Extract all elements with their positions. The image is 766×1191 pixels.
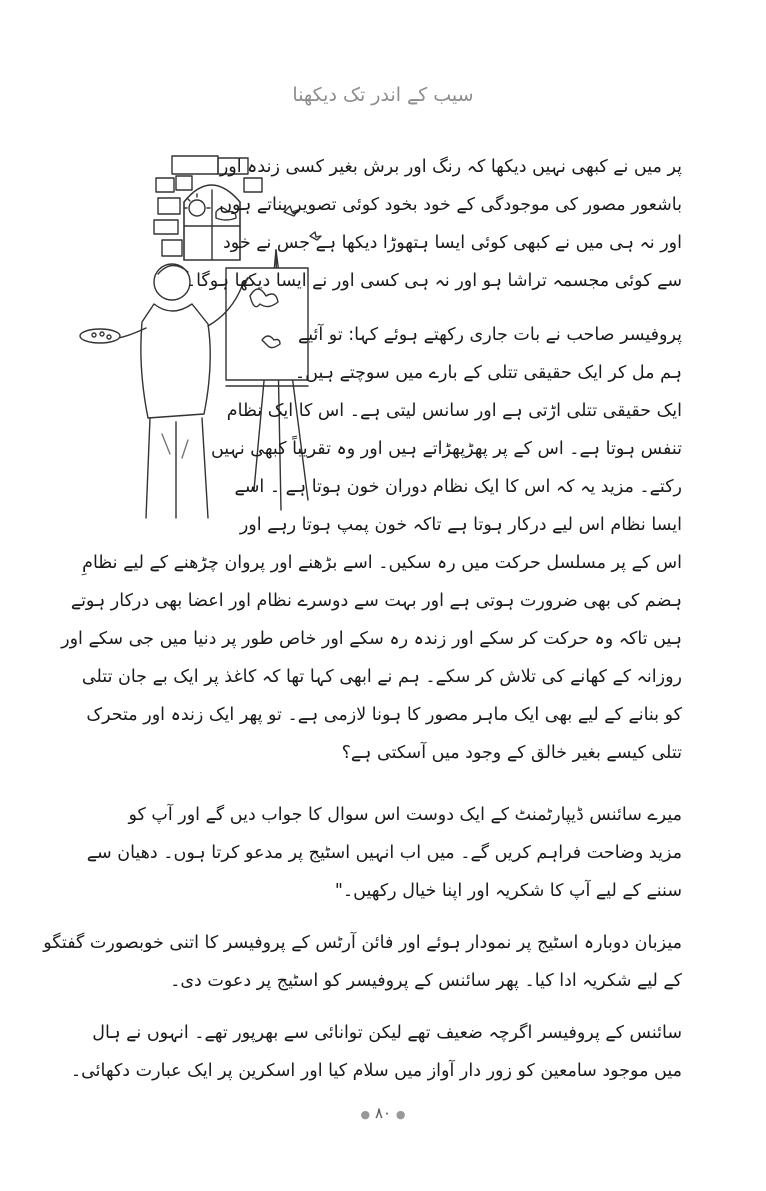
text-line: کو بنانے کے لیے بھی ایک ماہر مصور کا ہونا لازمی ہے۔ تو پھر ایک زندہ اور متحرک <box>86 705 682 725</box>
text-line: کے لیے شکریہ ادا کیا۔ پھر سائنس کے پروفیسر کو اسٹیج پر دعوت دی۔ <box>170 971 682 991</box>
text-line: تتلی کیسے بغیر خالق کے وجود میں آسکتی ہے؟ <box>341 743 682 763</box>
paragraph-1 <box>185 148 682 300</box>
text-line: مزید وضاحت فراہم کریں گے۔ میں اب انہیں اسٹیج پر مدعو کرتا ہوں۔ دھیان سے <box>86 843 682 863</box>
page-number <box>0 1104 766 1122</box>
bullet-icon: ● <box>360 1108 371 1121</box>
text-line: ایسا نظام اس لیے درکار ہوتا ہے تاکہ خون پمپ ہوتا رہے اور <box>239 515 682 535</box>
text-line: میں موجود سامعین کو زور دار آواز میں سلام کیا اور اسکرین پر ایک عبارت دکھائی۔ <box>70 1061 682 1081</box>
text-line: ہیں تاکہ وہ حرکت کر سکے اور زندہ رہ سکے اور خاص طور پر دنیا میں جی سکے اور <box>61 629 682 649</box>
paragraph-2-wrapped <box>210 316 682 544</box>
paragraph-2-full <box>61 544 682 772</box>
text-line: باشعور مصور کی موجودگی کے خود بخود کوئی تصویر بناتے ہوں <box>219 195 682 215</box>
text-line: اس کے پر مسلسل حرکت میں رہ سکیں۔ اسے بڑھنے اور پروان چڑھنے کے لیے نظامِ <box>82 553 682 573</box>
page-header-title: سیب کے اندر تک دیکھنا <box>292 84 474 106</box>
text-line: میرے سائنس ڈیپارٹمنٹ کے ایک دوست اس سوال کا جواب دیں گے اور آپ کو <box>128 805 682 825</box>
text-line: ہم مل کر ایک حقیقی تتلی کے بارے میں سوچتے ہیں۔ <box>294 363 682 383</box>
text-line: سائنس کے پروفیسر اگرچہ ضعیف تھے لیکن توانائی سے بھرپور تھے۔ انہوں نے ہال <box>92 1023 682 1043</box>
paragraph-5 <box>70 1014 682 1090</box>
text-line: پروفیسر صاحب نے بات جاری رکھتے ہوئے کہا: تو آئیے <box>297 325 682 345</box>
painter-figure <box>80 264 248 518</box>
text-line: ہضم کی بھی ضرورت ہوتی ہے اور بہت سے دوسرے نظام اور اعضا بھی درکار ہوتے <box>70 591 682 611</box>
text-line: ایک حقیقی تتلی اڑتی ہے اور سانس لیتی ہے۔ اس کا ایک نظام <box>226 401 682 421</box>
text-line: سننے کے لیے آپ کا شکریہ اور اپنا خیال رکھیں۔" <box>334 881 682 901</box>
bullet-icon: ● <box>395 1108 406 1121</box>
text-line: میزبان دوبارہ اسٹیج پر نمودار ہوئے اور فائن آرٹس کے پروفیسر کا اتنی خوبصورت گفتگو <box>43 933 682 953</box>
text-line: روزانہ کے کھانے کی تلاش کر سکے۔ ہم نے ابھی کہا تھا کہ کاغذ پر ایک بے جان تتلی <box>81 667 682 687</box>
text-line: رکتے۔ مزید یہ کہ اس کا ایک نظام دوران خون ہوتا ہے ۔ اسے <box>234 477 682 497</box>
page-number-value: ۸۰ <box>374 1104 392 1122</box>
paragraph-4 <box>43 924 682 1000</box>
text-line: تنفس ہوتا ہے۔ اس کے پر پھڑپھڑاتے ہیں اور وہ تقریباً کبھی نہیں <box>210 439 682 459</box>
text-line: اور نہ ہی میں نے کبھی کوئی ایسا ہتھوڑا دیکھا ہے جس نے خود <box>222 233 682 253</box>
paragraph-3 <box>84 796 682 910</box>
text-line: سے کوئی مجسمہ تراشا ہو اور نہ ہی کسی اور نے ایسا دیکھا ہوگا۔ <box>185 271 682 291</box>
text-line: پر میں نے کبھی نہیں دیکھا کہ رنگ اور برش بغیر کسی زندہ اور <box>219 157 682 177</box>
